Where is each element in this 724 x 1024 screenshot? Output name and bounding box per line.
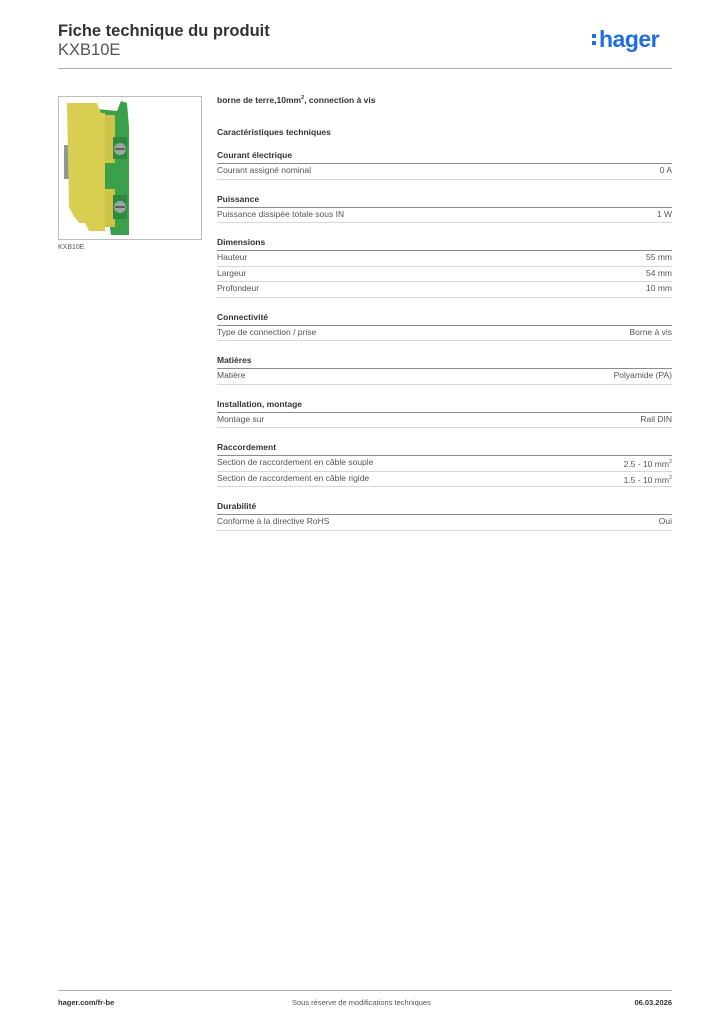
spec-label: Largeur bbox=[217, 267, 247, 278]
spec-value: 55 mm bbox=[646, 252, 672, 262]
spec-groups bbox=[217, 150, 672, 531]
spec-row bbox=[217, 515, 672, 531]
product-code: KXB10E bbox=[58, 41, 121, 59]
spec-value: 1 W bbox=[656, 208, 672, 219]
spec-label: Profondeur bbox=[217, 283, 260, 293]
spec-group bbox=[217, 501, 672, 531]
terminal-block-icon bbox=[59, 97, 201, 239]
spec-value: Rail DIN bbox=[640, 413, 672, 424]
spec-row bbox=[217, 369, 672, 385]
spec-label: Hauteur bbox=[217, 252, 248, 262]
spec-value: Oui bbox=[658, 516, 672, 526]
product-description: borne de $terre,10mm^2$, connection à vis bbox=[217, 95, 376, 105]
spec-group-title: Durabilité bbox=[217, 501, 672, 515]
spec-group-title: Installation, montage bbox=[217, 399, 672, 413]
spec-row bbox=[217, 326, 672, 342]
logo-dots-icon bbox=[592, 29, 597, 47]
spec-row bbox=[217, 208, 672, 224]
spec-label: Conforme à la directive RoHS bbox=[217, 516, 330, 526]
spec-group bbox=[217, 150, 672, 180]
spec-value: 0 A bbox=[659, 165, 672, 175]
spec-label: Section de raccordement en câble souple bbox=[217, 457, 374, 467]
spec-row bbox=[217, 251, 672, 267]
footer-divider bbox=[58, 990, 672, 991]
spec-row bbox=[217, 413, 672, 429]
spec-row bbox=[217, 267, 672, 283]
spec-row bbox=[217, 164, 672, 180]
footer-date: 06.03.2026 bbox=[634, 998, 672, 1007]
header-divider bbox=[58, 68, 672, 69]
spec-label: Courant assigné nominal bbox=[217, 165, 312, 175]
logo-text: hager bbox=[599, 26, 660, 52]
center-band-shape bbox=[105, 163, 117, 189]
spec-group-title: Raccordement bbox=[217, 442, 672, 456]
spec-group-title: Dimensions bbox=[217, 237, 672, 251]
spec-group bbox=[217, 355, 672, 385]
spec-label: Type de connection / prise bbox=[217, 326, 317, 337]
spec-label: Montage sur bbox=[217, 413, 265, 424]
hager-logo bbox=[592, 26, 659, 53]
spec-group-title: Courant électrique bbox=[217, 150, 672, 164]
spec-group bbox=[217, 399, 672, 429]
spec-value: 10 mm bbox=[646, 283, 672, 293]
spec-group bbox=[217, 442, 672, 487]
spec-value: Borne à vis bbox=[629, 326, 672, 337]
spec-value: 54 mm bbox=[646, 267, 672, 278]
spec-sheet bbox=[217, 95, 672, 531]
spec-group bbox=[217, 194, 672, 224]
spec-label: Puissance dissipée totale sous IN bbox=[217, 208, 345, 219]
document-title: Fiche technique du produit bbox=[58, 22, 270, 40]
spec-value: 2.5 - 10 $mm^2$ bbox=[623, 458, 672, 469]
spec-group-title: Matières bbox=[217, 355, 672, 369]
image-caption: KXB10E bbox=[58, 244, 85, 251]
spec-group bbox=[217, 312, 672, 342]
spec-row bbox=[217, 282, 672, 298]
spec-label: Section de raccordement en câble rigide bbox=[217, 472, 370, 483]
product-image bbox=[58, 96, 202, 240]
yellow-body-shape bbox=[67, 103, 107, 231]
spec-group-title: Connectivité bbox=[217, 312, 672, 326]
document-header bbox=[58, 22, 270, 60]
spec-value: 1.5 - 10 $mm^2$ bbox=[623, 474, 672, 485]
spec-row bbox=[217, 456, 672, 472]
spec-section-title: Caractéristiques techniques bbox=[217, 127, 331, 137]
spec-label: Matière bbox=[217, 370, 246, 380]
footer-website[interactable]: hager.com/fr-be bbox=[58, 998, 115, 1007]
spec-row bbox=[217, 472, 672, 488]
spec-value: Polyamide (PA) bbox=[613, 370, 672, 380]
footer-disclaimer: Sous réserve de modifications techniques bbox=[292, 998, 431, 1007]
spec-group bbox=[217, 237, 672, 298]
spec-group-title: Puissance bbox=[217, 194, 672, 208]
